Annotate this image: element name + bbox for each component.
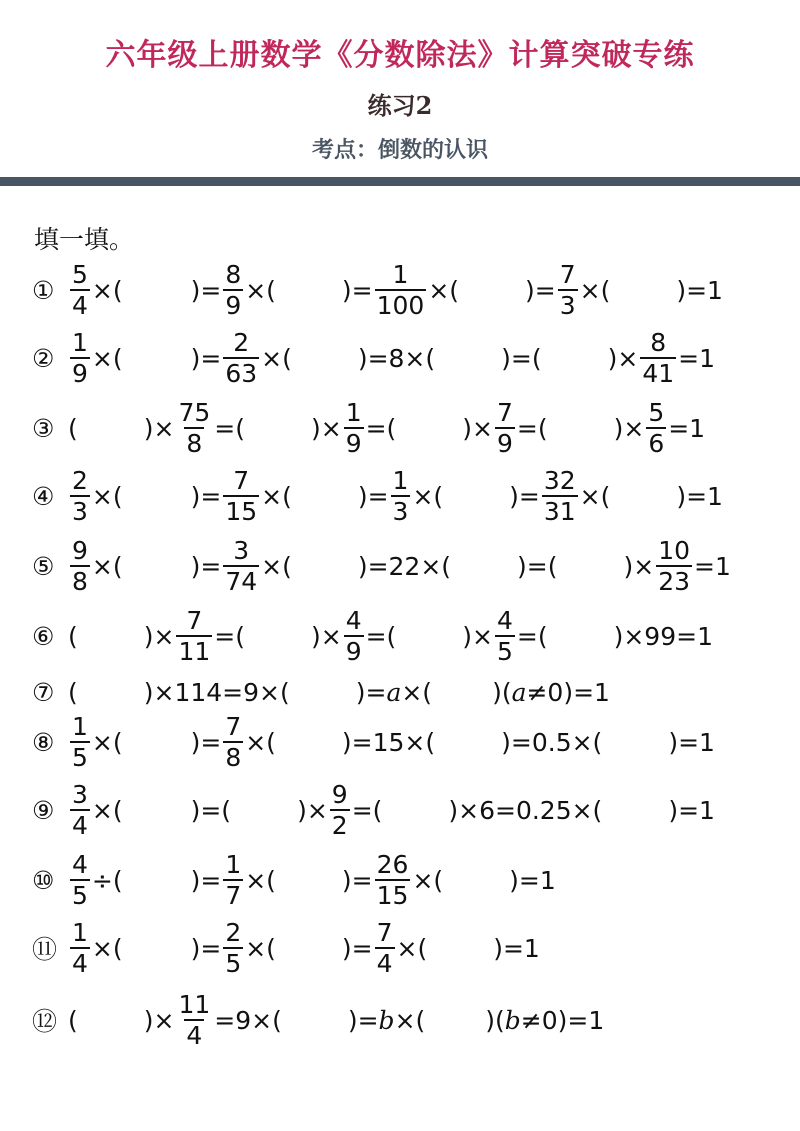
- expression-text: ×(: [412, 865, 444, 895]
- fraction-numerator: 7: [559, 260, 576, 289]
- problem-row: [32, 330, 792, 386]
- answer-blank[interactable]: [425, 1006, 485, 1035]
- fraction-denominator: 31: [543, 497, 576, 526]
- expression-text: )×99=1: [613, 621, 713, 651]
- fraction-denominator: 41: [642, 359, 675, 388]
- expression-text: )=: [190, 343, 222, 373]
- problem-row: [32, 714, 792, 770]
- variable: b: [378, 1005, 395, 1035]
- expression-text: )=1: [668, 727, 715, 757]
- expression-text: )=1: [676, 481, 723, 511]
- fraction-denominator: 23: [658, 567, 691, 596]
- answer-blank[interactable]: [451, 552, 517, 581]
- fraction-numerator: 1: [72, 328, 88, 357]
- problem-number: ⑩: [32, 865, 55, 895]
- answer-blank[interactable]: [396, 622, 462, 651]
- fraction: [70, 538, 90, 594]
- fraction-numerator: 5: [72, 260, 88, 289]
- exercise-number: 练习2: [367, 91, 433, 120]
- answer-blank[interactable]: [548, 622, 614, 651]
- answer-blank[interactable]: [443, 482, 509, 511]
- fraction-numerator: 1: [345, 398, 362, 427]
- expression-text: ×(: [261, 343, 292, 373]
- expression-text: ×(: [91, 933, 123, 963]
- expression-text: =(: [351, 795, 383, 825]
- expression-text: )=: [347, 1005, 379, 1035]
- fraction: [223, 538, 259, 594]
- topic-label: 考点：倒数的认识: [311, 137, 488, 163]
- answer-blank[interactable]: [123, 344, 191, 373]
- fraction-denominator: 9: [72, 359, 88, 388]
- answer-blank[interactable]: [123, 552, 191, 581]
- fraction-denominator: 5: [225, 949, 242, 978]
- expression-text: ×(: [245, 865, 276, 895]
- expression-text: )×: [613, 413, 645, 443]
- answer-blank[interactable]: [282, 1006, 348, 1035]
- fraction: [70, 852, 90, 908]
- expression-text: ×(: [91, 795, 123, 825]
- expression-text: )=: [190, 865, 222, 895]
- expression-text: )×: [623, 551, 655, 581]
- problem-row: [32, 468, 792, 524]
- fraction-denominator: 4: [72, 949, 88, 978]
- answer-blank[interactable]: [78, 414, 144, 443]
- fraction: [70, 330, 90, 386]
- problem-row: [32, 608, 792, 664]
- problem-number: ③: [32, 413, 55, 443]
- fraction-numerator: 8: [650, 328, 667, 357]
- expression-text: )=: [525, 275, 556, 305]
- fraction-denominator: 9: [225, 291, 242, 320]
- fraction: [344, 608, 364, 664]
- problem-number: ②: [32, 343, 55, 373]
- fraction-numerator: 9: [72, 536, 88, 565]
- expression-text: ×(: [396, 933, 428, 963]
- problem-number: ⑨: [32, 795, 55, 825]
- answer-blank[interactable]: [435, 728, 501, 757]
- expression-text: ×(: [245, 727, 276, 757]
- variable: b: [504, 1005, 521, 1035]
- problem-number: ⑫: [32, 1007, 58, 1036]
- answer-blank[interactable]: [123, 796, 191, 825]
- fraction: [330, 782, 350, 838]
- expression-text: =(: [365, 621, 397, 651]
- fraction: [70, 714, 90, 770]
- expression-text: )×6=0.25×(: [448, 795, 603, 825]
- expression-text: ≠0)=1: [520, 1005, 605, 1035]
- expression-text: )=: [190, 481, 222, 511]
- expression-text: )=: [509, 481, 540, 511]
- problem-row: [32, 538, 792, 594]
- fraction-numerator: 7: [225, 712, 242, 741]
- answer-blank[interactable]: [382, 796, 448, 825]
- expression-text: )=: [355, 677, 387, 707]
- expression-text: )=15×(: [341, 727, 436, 757]
- fraction: [391, 468, 411, 524]
- expression-text: )=(: [190, 795, 232, 825]
- fraction-numerator: 7: [233, 466, 250, 495]
- fraction: [223, 714, 243, 770]
- expression-text: =(: [516, 621, 548, 651]
- answer-blank[interactable]: [396, 414, 462, 443]
- problem-number: ⑪: [32, 935, 58, 964]
- fraction-denominator: 15: [376, 881, 409, 910]
- answer-blank[interactable]: [610, 276, 676, 305]
- answer-blank[interactable]: [123, 934, 191, 963]
- fraction-denominator: 63: [225, 359, 258, 388]
- answer-blank[interactable]: [78, 678, 144, 707]
- fraction: [375, 262, 427, 318]
- fraction-numerator: 75: [178, 398, 211, 427]
- fraction-denominator: 100: [376, 291, 425, 320]
- fraction-numerator: 7: [376, 918, 393, 947]
- fraction-numerator: 2: [233, 328, 250, 357]
- fraction: [656, 538, 692, 594]
- fraction-numerator: 1: [392, 260, 409, 289]
- fraction: [375, 920, 395, 976]
- answer-blank[interactable]: [245, 622, 311, 651]
- answer-blank[interactable]: [245, 414, 311, 443]
- fraction: [375, 852, 411, 908]
- answer-blank[interactable]: [558, 552, 624, 581]
- problem-number: ⑧: [32, 727, 55, 757]
- expression-text: )=1: [493, 933, 540, 963]
- expression-text: )=: [190, 275, 222, 305]
- expression-text: )=: [357, 481, 389, 511]
- worksheet-title: 六年级上册数学《分数除法》计算突破专练: [105, 38, 695, 73]
- fraction-numerator: 5: [648, 398, 665, 427]
- problem-row: [32, 920, 792, 976]
- expression-text: )×: [143, 413, 175, 443]
- fraction: [495, 400, 515, 456]
- answer-blank[interactable]: [276, 934, 342, 963]
- fraction-numerator: 26: [376, 850, 409, 879]
- expression-text: )×114=9×(: [143, 677, 290, 707]
- fraction: [176, 608, 212, 664]
- problem-row: [32, 400, 792, 456]
- answer-blank[interactable]: [432, 678, 492, 707]
- fraction-denominator: 9: [345, 637, 362, 666]
- fraction-denominator: 15: [225, 497, 258, 526]
- expression-text: =(: [214, 413, 245, 443]
- answer-blank[interactable]: [290, 678, 356, 707]
- fraction-numerator: 4: [72, 850, 88, 879]
- expression-text: ×(: [261, 481, 292, 511]
- problem-number: ⑤: [32, 551, 55, 581]
- fraction-denominator: 8: [186, 429, 203, 458]
- answer-blank[interactable]: [231, 796, 297, 825]
- expression-text: )×: [310, 621, 342, 651]
- problem-row: [32, 852, 792, 908]
- answer-blank[interactable]: [78, 1006, 144, 1035]
- expression-text: )=0.5×(: [501, 727, 603, 757]
- expression-text: )=(: [501, 343, 542, 373]
- fraction-denominator: 9: [345, 429, 362, 458]
- answer-blank[interactable]: [602, 728, 668, 757]
- answer-blank[interactable]: [459, 276, 525, 305]
- expression-text: )×: [310, 413, 342, 443]
- fraction-denominator: 7: [225, 881, 242, 910]
- fraction: [70, 468, 90, 524]
- answer-blank[interactable]: [123, 482, 191, 511]
- fraction: [542, 468, 578, 524]
- answer-blank[interactable]: [548, 414, 614, 443]
- fraction-numerator: 7: [497, 398, 513, 427]
- fraction-numerator: 4: [497, 606, 513, 635]
- fraction-denominator: 8: [225, 743, 242, 772]
- fraction: [176, 992, 212, 1048]
- expression-text: )=8×(: [357, 343, 436, 373]
- answer-blank[interactable]: [602, 796, 668, 825]
- fraction-numerator: 4: [345, 606, 362, 635]
- fraction-numerator: 1: [72, 918, 88, 947]
- fraction-numerator: 1: [225, 850, 242, 879]
- answer-blank[interactable]: [427, 934, 493, 963]
- expression-text: )=: [190, 551, 222, 581]
- expression-text: )×: [607, 343, 639, 373]
- fraction: [558, 262, 578, 318]
- expression-text: ÷(: [91, 865, 123, 895]
- expression-text: ×(: [91, 727, 123, 757]
- fraction-denominator: 8: [72, 567, 88, 596]
- problem-number: ④: [32, 481, 55, 511]
- expression-text: )=: [341, 275, 373, 305]
- fraction: [70, 782, 90, 838]
- expression-text: ×(: [261, 551, 292, 581]
- expression-text: (: [68, 677, 78, 707]
- expression-text: )×: [143, 1005, 175, 1035]
- fraction-numerator: 1: [392, 466, 409, 495]
- expression-text: )=: [341, 865, 373, 895]
- fraction-denominator: 74: [225, 567, 258, 596]
- expression-text: =1: [668, 413, 706, 443]
- expression-text: ×(: [245, 275, 276, 305]
- expression-text: )×: [143, 621, 175, 651]
- answer-blank[interactable]: [78, 622, 144, 651]
- expression-text: )=22×(: [357, 551, 452, 581]
- fraction-denominator: 6: [648, 429, 665, 458]
- fraction-numerator: 3: [72, 780, 88, 809]
- expression-text: ×(: [91, 481, 123, 511]
- problem-row: [32, 262, 792, 318]
- fraction-numerator: 9: [331, 780, 348, 809]
- fraction-denominator: 3: [392, 497, 409, 526]
- fraction-numerator: 2: [225, 918, 242, 947]
- expression-text: =(: [365, 413, 397, 443]
- expression-text: ×(: [91, 275, 123, 305]
- fraction-denominator: 3: [72, 497, 88, 526]
- expression-text: )×: [297, 795, 328, 825]
- answer-blank[interactable]: [292, 552, 358, 581]
- expression-text: (: [68, 621, 78, 651]
- fraction-numerator: 10: [658, 536, 691, 565]
- fraction: [646, 400, 666, 456]
- expression-text: =1: [678, 343, 715, 373]
- expression-text: ×(: [401, 677, 433, 707]
- fraction: [640, 330, 676, 386]
- answer-blank[interactable]: [123, 276, 191, 305]
- problem-row: [32, 664, 792, 720]
- expression-text: )=1: [676, 275, 723, 305]
- expression-text: )×: [462, 621, 493, 651]
- fraction: [223, 920, 243, 976]
- variable: a: [511, 677, 527, 707]
- expression-text: (: [68, 1005, 78, 1035]
- fraction: [223, 852, 243, 908]
- answer-blank[interactable]: [435, 344, 501, 373]
- expression-text: ×(: [579, 275, 611, 305]
- answer-blank[interactable]: [292, 344, 358, 373]
- fraction-numerator: 2: [72, 466, 88, 495]
- fraction-denominator: 5: [497, 637, 513, 666]
- expression-text: =1: [694, 551, 731, 581]
- expression-text: ×(: [428, 275, 460, 305]
- expression-text: =9×(: [214, 1005, 282, 1035]
- fraction-denominator: 5: [72, 743, 88, 772]
- expression-text: ×(: [579, 481, 611, 511]
- expression-text: )=: [190, 933, 222, 963]
- fraction-denominator: 4: [186, 1021, 203, 1050]
- fraction-denominator: 3: [559, 291, 576, 320]
- expression-text: )=1: [668, 795, 715, 825]
- fraction: [176, 400, 212, 456]
- fraction-numerator: 32: [543, 466, 576, 495]
- expression-text: )=(: [517, 551, 558, 581]
- answer-blank[interactable]: [542, 344, 608, 373]
- header-divider: [0, 177, 800, 186]
- fraction-numerator: 1: [72, 712, 88, 741]
- fraction: [223, 262, 243, 318]
- fraction-denominator: 4: [72, 291, 88, 320]
- answer-blank[interactable]: [123, 866, 191, 895]
- fraction-denominator: 4: [376, 949, 393, 978]
- expression-text: =(: [516, 413, 548, 443]
- answer-blank[interactable]: [610, 482, 676, 511]
- fraction-denominator: 9: [497, 429, 513, 458]
- expression-text: )=1: [509, 865, 556, 895]
- fraction: [495, 608, 515, 664]
- problem-row: [32, 992, 792, 1048]
- fraction: [223, 468, 259, 524]
- answer-blank[interactable]: [292, 482, 358, 511]
- fraction: [223, 330, 259, 386]
- answer-blank[interactable]: [276, 866, 342, 895]
- instruction-text: 填一填。: [34, 225, 135, 254]
- fraction-denominator: 5: [72, 881, 88, 910]
- expression-text: ×(: [394, 1005, 426, 1035]
- expression-text: ×(: [412, 481, 444, 511]
- problem-number: ⑥: [32, 621, 55, 651]
- expression-text: (: [68, 413, 78, 443]
- answer-blank[interactable]: [276, 276, 342, 305]
- problem-row: [32, 782, 792, 838]
- answer-blank[interactable]: [276, 728, 342, 757]
- fraction-denominator: 4: [72, 811, 88, 840]
- fraction-numerator: 3: [233, 536, 250, 565]
- expression-text: ≠0)=1: [526, 677, 610, 707]
- expression-text: )×: [462, 413, 493, 443]
- expression-text: )=: [341, 933, 373, 963]
- fraction: [70, 920, 90, 976]
- expression-text: )(: [492, 677, 512, 707]
- fraction-denominator: 11: [178, 637, 211, 666]
- fraction: [70, 262, 90, 318]
- fraction-numerator: 11: [178, 990, 211, 1019]
- fraction-denominator: 2: [331, 811, 348, 840]
- answer-blank[interactable]: [123, 728, 191, 757]
- problem-number: ①: [32, 275, 55, 305]
- fraction-numerator: 7: [186, 606, 203, 635]
- variable: a: [386, 677, 402, 707]
- problem-number: ⑦: [32, 677, 55, 707]
- fraction: [344, 400, 364, 456]
- expression-text: ×(: [245, 933, 276, 963]
- fraction-numerator: 8: [225, 260, 242, 289]
- expression-text: ×(: [91, 343, 123, 373]
- expression-text: =(: [214, 621, 245, 651]
- expression-text: ×(: [91, 551, 123, 581]
- expression-text: )=: [190, 727, 222, 757]
- expression-text: )(: [485, 1005, 505, 1035]
- answer-blank[interactable]: [443, 866, 509, 895]
